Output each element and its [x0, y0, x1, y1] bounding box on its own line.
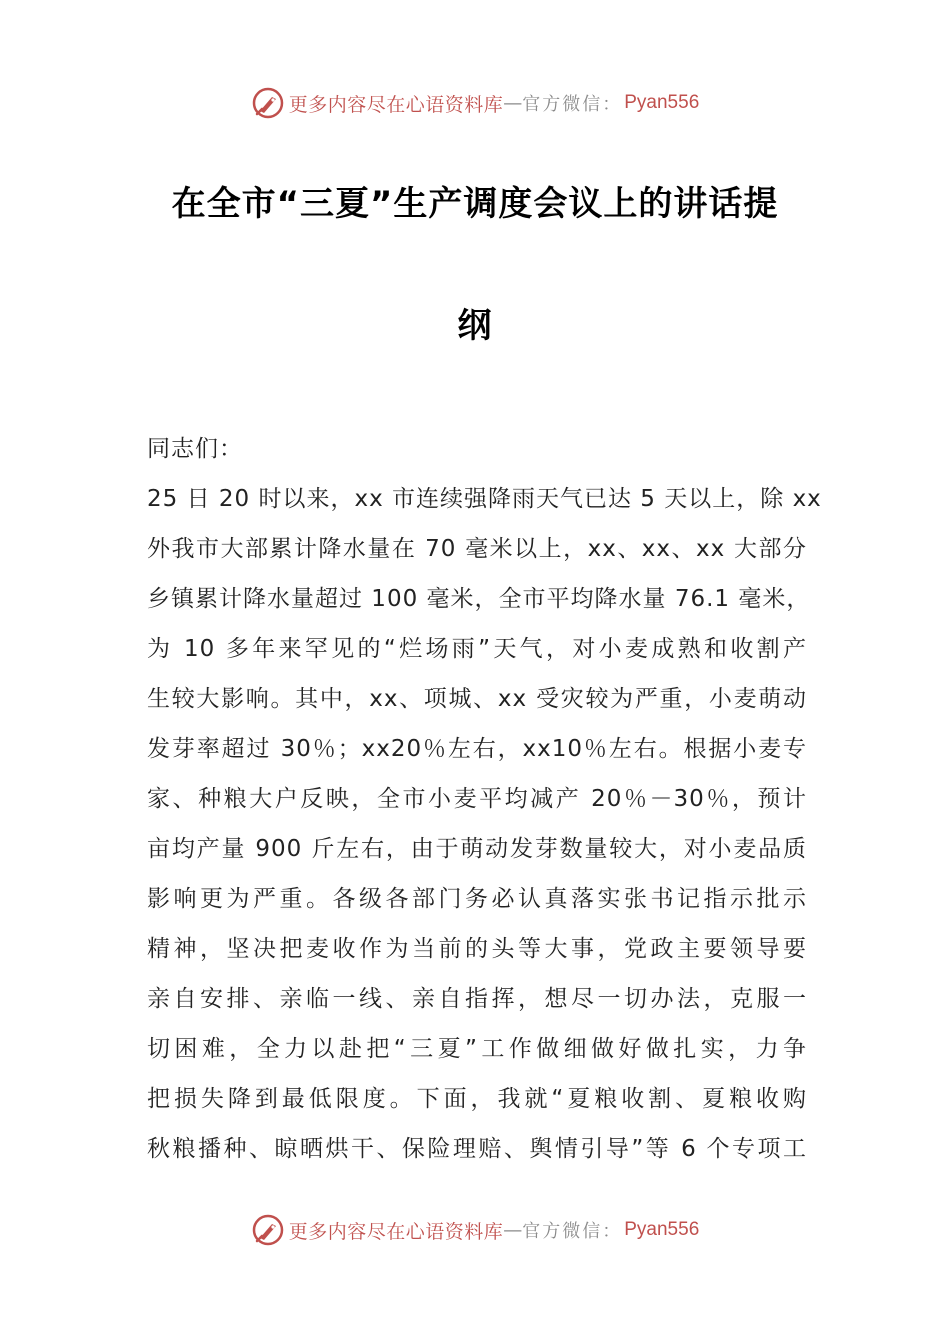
banner-official-label: 官方微信：: [522, 94, 623, 115]
body-line: 把损失降到最低限度。下面，我就“夏粮收割、夏粮收购: [147, 1086, 807, 1112]
banner-separator: —: [503, 1219, 523, 1241]
body-line: 影响更为严重。各级各部门务必认真落实张书记指示批示: [147, 886, 807, 912]
footer-banner: [0, 1210, 950, 1250]
body-line: 发芽率超过 30％；xx20％左右，xx10％左右。根据小麦专: [147, 736, 807, 762]
body-line: 切困难，全力以赴把“三夏”工作做细做好做扎实，力争: [147, 1036, 807, 1062]
banner-brand-text: 更多内容尽在心语资料库: [288, 1220, 504, 1243]
header-banner: [0, 83, 950, 123]
body-line: 乡镇累计降水量超过 100 毫米，全市平均降水量 76.1 毫米，: [147, 586, 811, 612]
banner-official-label: 官方微信：: [522, 1221, 623, 1242]
body-line: 家、种粮大户反映，全市小麦平均减产 20％－30％，预计: [147, 786, 807, 812]
body-line: 外我市大部累计降水量在 70 毫米以上，xx、xx、xx 大部分: [147, 536, 807, 562]
body-line: 精神，坚决把麦收作为当前的头等大事，党政主要领导要: [147, 936, 807, 962]
body-line: 亲自安排、亲临一线、亲自指挥，想尽一切办法，克服一: [147, 986, 807, 1012]
body-line: 亩均产量 900 斤左右，由于萌动发芽数量较大，对小麦品质: [147, 836, 807, 862]
salutation: 同志们：: [147, 436, 243, 462]
banner-brand-text: 更多内容尽在心语资料库: [288, 93, 504, 116]
document-title-line-2: 纲: [457, 306, 493, 346]
banner-wechat-id: Pyan556: [624, 92, 700, 113]
banner-separator: —: [503, 92, 523, 114]
body-line: 为 10 多年来罕见的“烂场雨”天气，对小麦成熟和收割产: [147, 636, 807, 662]
pen-nib-circle-icon: [251, 1213, 285, 1247]
pen-nib-circle-icon: [251, 86, 285, 120]
body-line: 秋粮播种、晾晒烘干、保险理赔、舆情引导”等 6 个专项工: [147, 1136, 807, 1162]
body-line: 25 日 20 时以来，xx 市连续强降雨天气已达 5 天以上，除 xx: [147, 486, 822, 512]
document-title-line-1: 在全市“三夏”生产调度会议上的讲话提: [171, 184, 779, 224]
document-body: [147, 428, 822, 1178]
banner-wechat-id: Pyan556: [624, 1219, 700, 1240]
body-line: 生较大影响。其中，xx、项城、xx 受灾较为严重，小麦萌动: [147, 686, 807, 712]
